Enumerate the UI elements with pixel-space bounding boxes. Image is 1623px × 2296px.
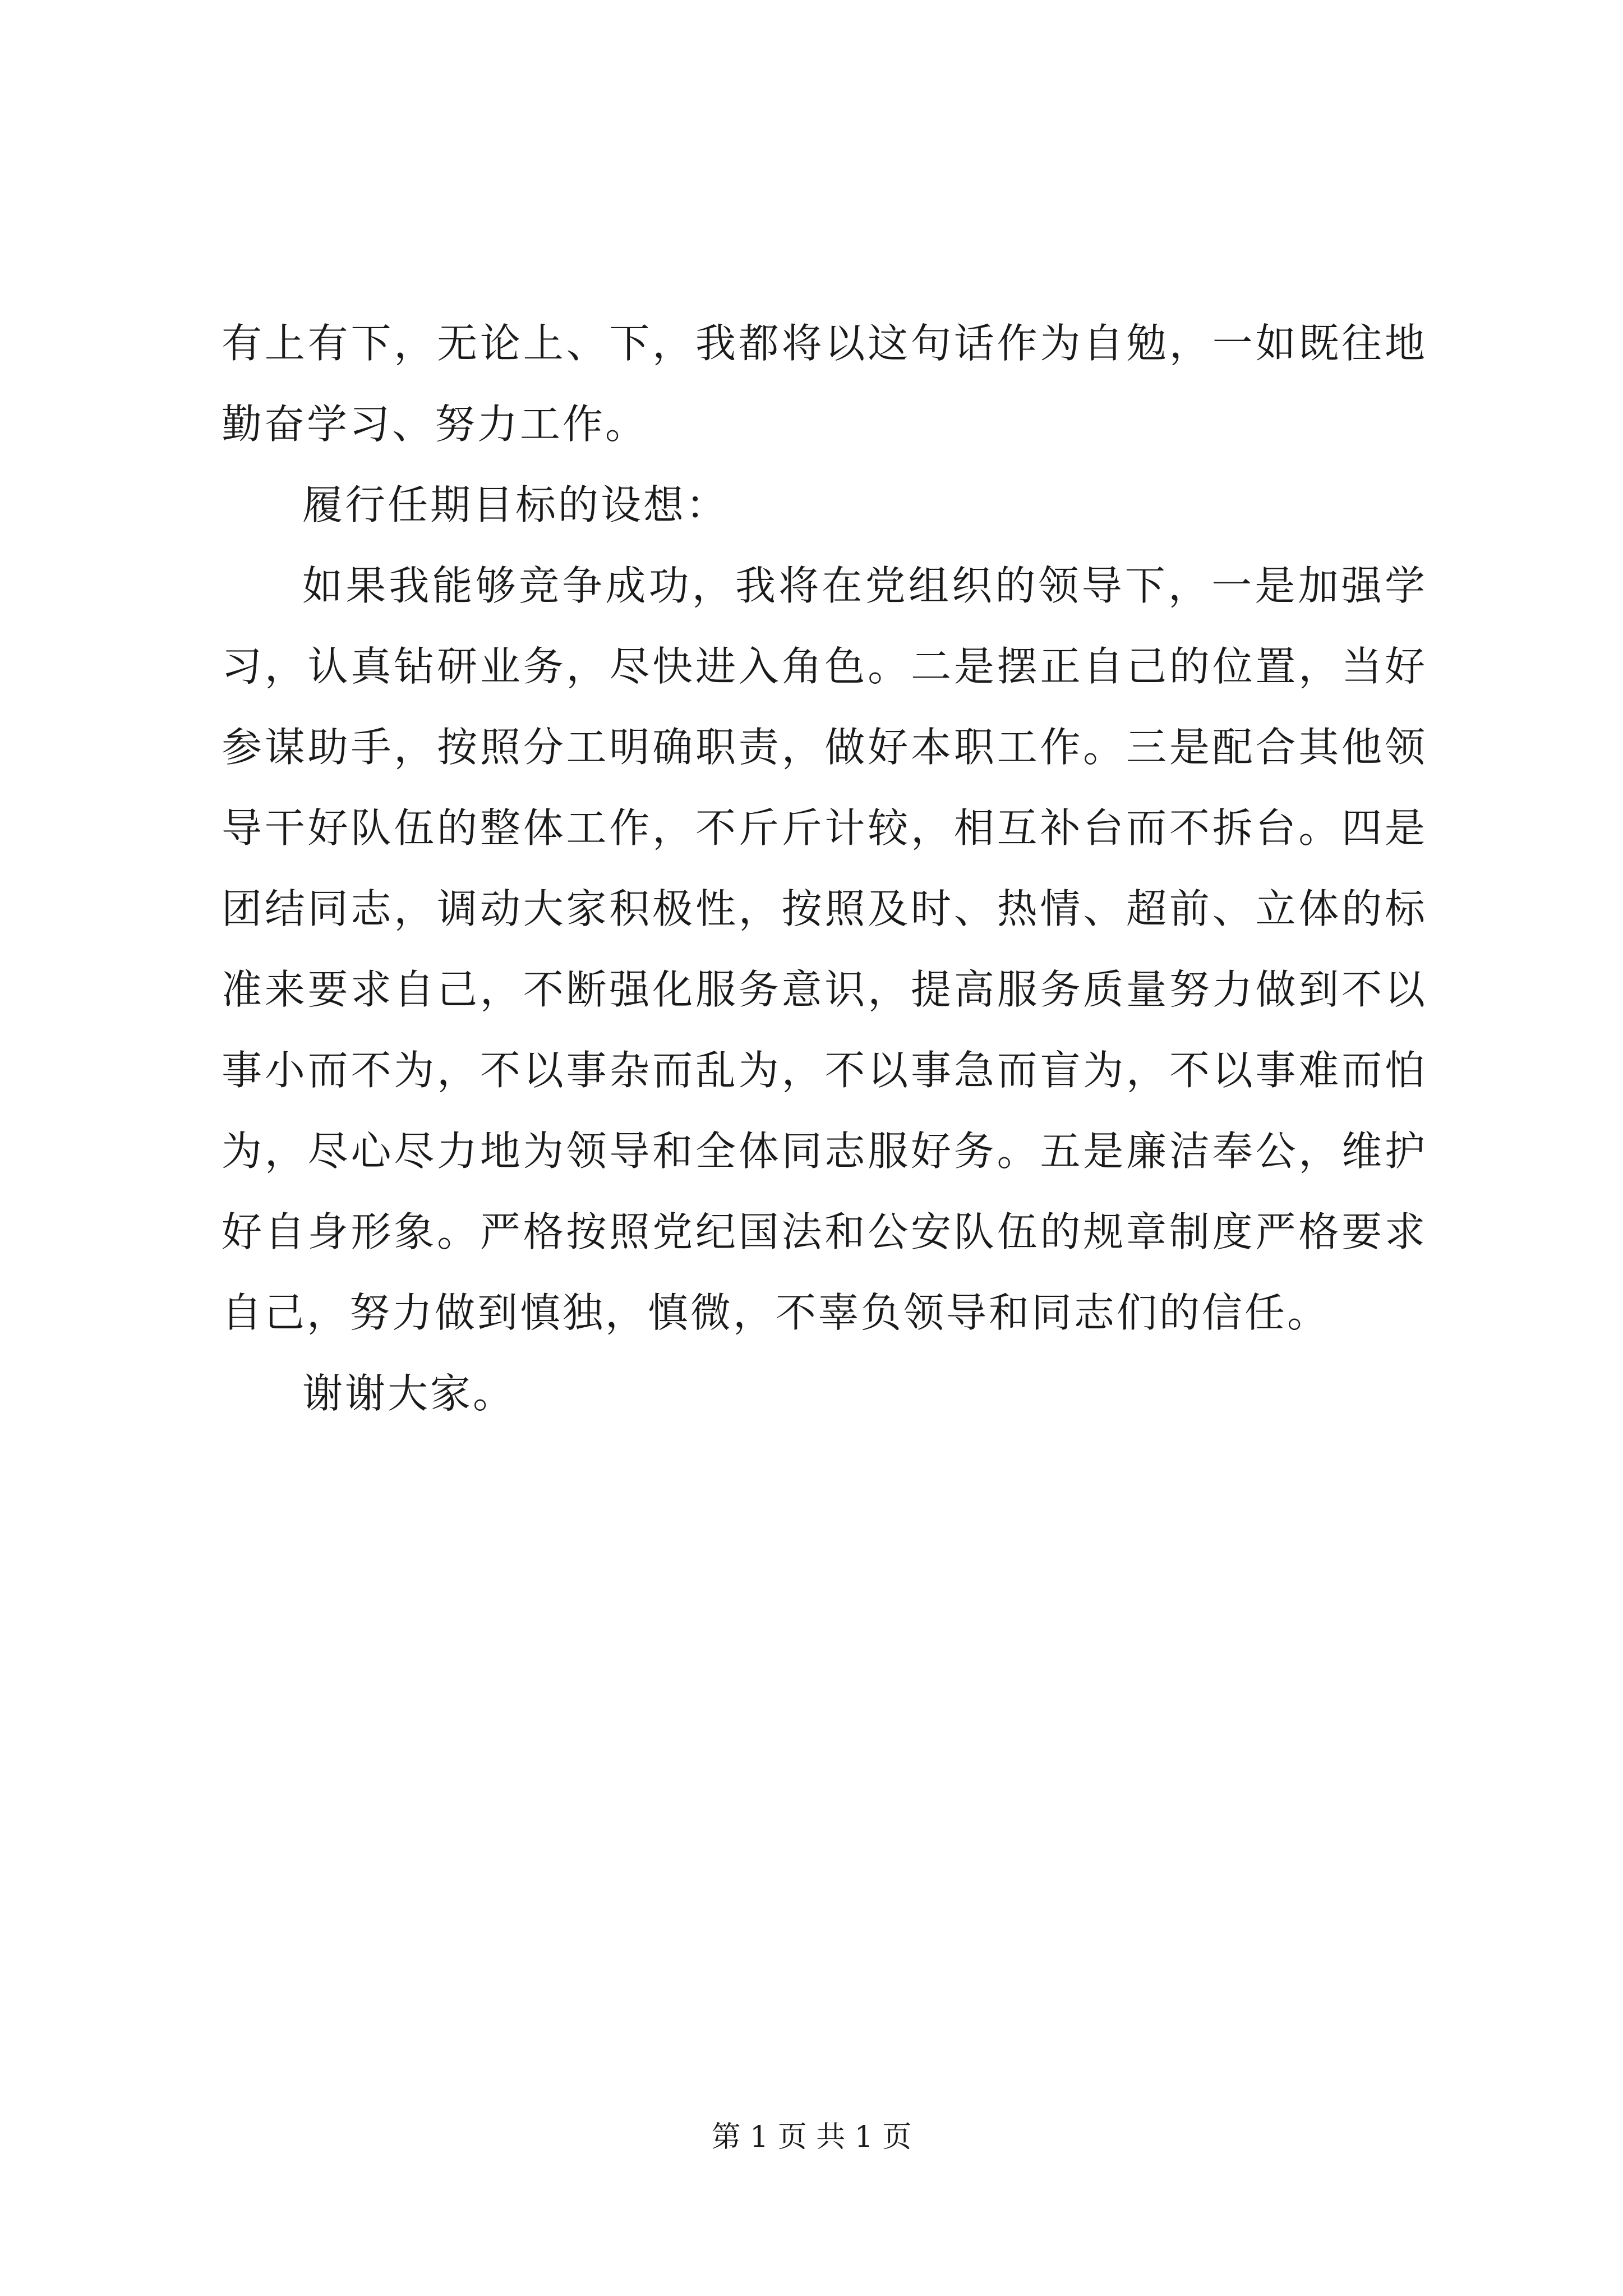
paragraph-heading-goals: 履行任期目标的设想： — [302, 481, 729, 528]
paragraph-thanks: 谢谢大家。 — [302, 1370, 516, 1417]
paragraph-plan: 如果我能够竞争成功，我将在党组织的领导下，一是加强学习，认真钻研业务，尽快进入角色。二是摆正自己的位置，当好参谋助手，按照分工明确职责，做好本职工作。三是配合其他领导干好队伍的整体工作，不斤斤计较，相互补台而不拆台。四是团结同志，调动大家积极性，按照及时、热情、超前、立体的标准来要求自己，不断强化服务意识，提高服务质量努力做到不以事小而不为，不以事杂而乱为，不以事急而盲为，不以事难而怕为，尽心尽力地为领导和全体同志服好务。五是廉洁奉公，维护好自身形象。严格按照党纪国法和公安队伍的规章制度严格要求自己，努力做到慎独，慎微，不辜负领导和同志们的信任。 — [222, 562, 1427, 1336]
document-body — [222, 303, 1427, 1434]
paragraph-continuation: 有上有下，无论上、下，我都将以这句话作为自勉，一如既往地勤奋学习、努力工作。 — [222, 320, 1427, 448]
page-number-footer: 第 1 页 共 1 页 — [711, 2120, 912, 2154]
